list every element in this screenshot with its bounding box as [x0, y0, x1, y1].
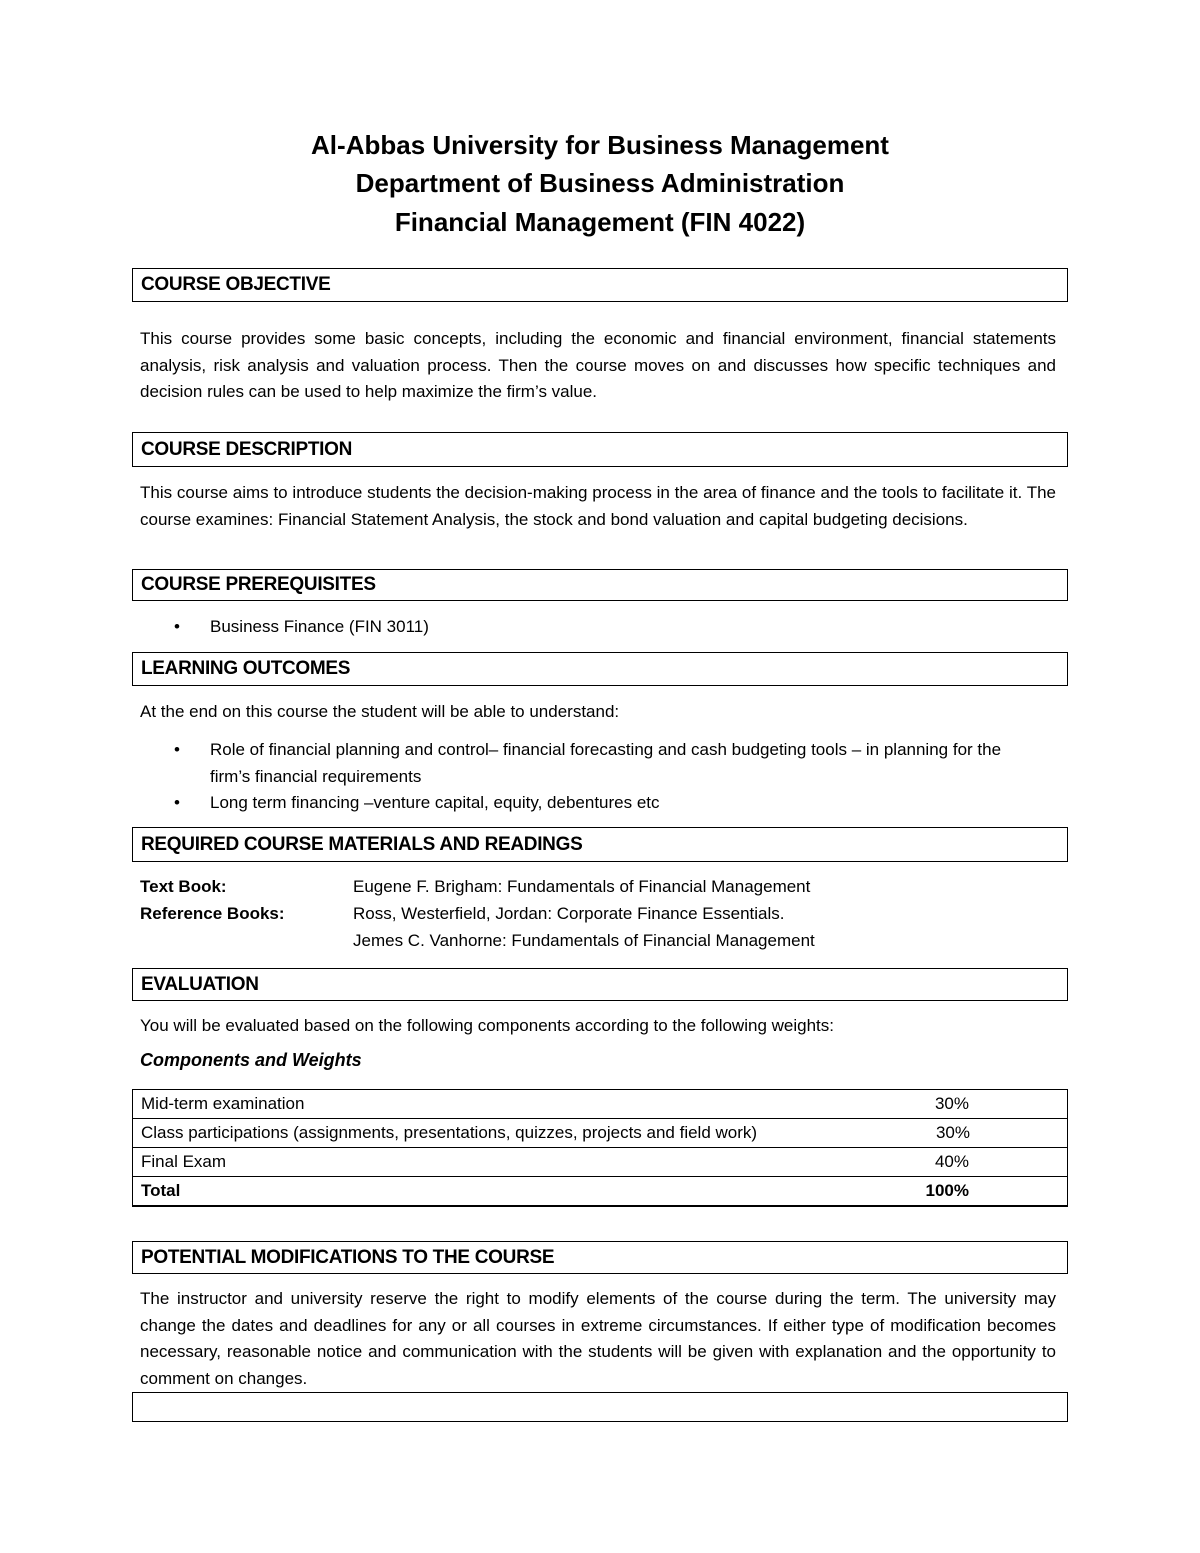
component-cell: Final Exam [133, 1148, 887, 1177]
objective-text: This course provides some basic concepts, including the economic and financial environment, financial statements analysis, risk analysis and valuation process. Then the course moves on and discusses how specific techniques and decision rules can be used to help maximize the firm’s value. [140, 329, 1056, 401]
component-cell: Mid-term examination [133, 1090, 887, 1119]
empty-box [132, 1392, 1068, 1422]
components-title: Components and Weights [140, 1050, 362, 1070]
weight-cell: 30% [886, 1119, 1067, 1148]
total-row [133, 1177, 1068, 1206]
weight-cell: 30% [886, 1090, 1067, 1119]
department-title: Department of Business Administration [355, 168, 845, 198]
table-row [133, 1090, 1068, 1119]
reference-value-2: Jemes C. Vanhorne: Fundamentals of Financial Management [353, 931, 815, 950]
component-cell: Class participations (assignments, presentations, quizzes, projects and field work) [133, 1119, 887, 1148]
prerequisites-list [140, 614, 1040, 641]
weight-cell: 40% [886, 1148, 1067, 1177]
materials-heading: REQUIRED COURSE MATERIALS AND READINGS [132, 827, 1068, 862]
table-row [133, 1119, 1068, 1148]
evaluation-heading: EVALUATION [132, 968, 1068, 1001]
bullet-icon: • [174, 793, 180, 812]
outcomes-intro: At the end on this course the student will be able to understand: [140, 702, 620, 721]
total-label: Total [133, 1177, 887, 1206]
bullet-icon: • [174, 617, 180, 636]
university-title: Al-Abbas University for Business Management [311, 130, 889, 160]
evaluation-intro: You will be evaluated based on the following components according to the following weights: [140, 1016, 834, 1035]
weights-table [132, 1089, 1068, 1207]
description-text: This course aims to introduce students the decision-making process in the area of finance and the tools to facilitate it. The course examines: Financial Statement Analysis, the stock and bond valuation and capital budgeting decisions. [140, 483, 1056, 529]
total-weight: 100% [886, 1177, 1067, 1206]
modifications-heading: POTENTIAL MODIFICATIONS TO THE COURSE [132, 1241, 1068, 1274]
outcomes-list [140, 737, 1010, 817]
description-heading: COURSE DESCRIPTION [132, 432, 1068, 467]
table-row [133, 1148, 1068, 1177]
course-title: Financial Management (FIN 4022) [394, 207, 806, 237]
prerequisites-heading: COURSE PREREQUISITES [132, 569, 1068, 601]
textbook-label: Text Book: [140, 877, 227, 896]
reference-value-1: Ross, Westerfield, Jordan: Corporate Finance Essentials. [353, 904, 785, 923]
textbook-value: Eugene F. Brigham: Fundamentals of Financial Management [353, 877, 811, 896]
reference-label: Reference Books: [140, 904, 285, 923]
list-item: • Long term financing –venture capital, equity, debentures etc [140, 790, 1010, 817]
list-item: • Role of financial planning and control– financial forecasting and cash budgeting tools – in planning for the firm’s financial requirements [140, 737, 1010, 790]
outcomes-heading: LEARNING OUTCOMES [132, 652, 1068, 686]
modifications-text: The instructor and university reserve the right to modify elements of the course during the term. The university may change the dates and deadlines for any or all courses in extreme circumstances. If either type of modification becomes necessary, reasonable notice and communication with the students will be given with explanation and the opportunity to comment on changes. [140, 1289, 1056, 1388]
objective-heading: COURSE OBJECTIVE [132, 268, 1068, 302]
list-item: • Business Finance (FIN 3011) [140, 614, 1040, 641]
bullet-icon: • [174, 740, 180, 759]
